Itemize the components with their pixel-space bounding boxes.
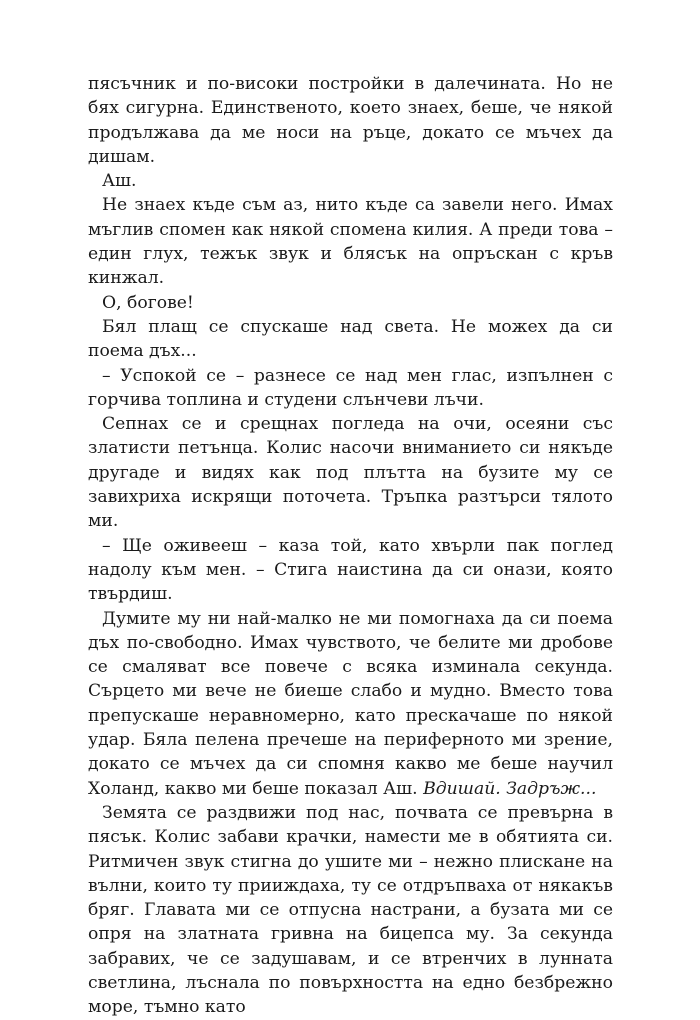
paragraph-6: – Успокой се – разнесе се над мен глас, изпълнен с горчива топлина и студени слънчеви лъчи. xyxy=(88,365,613,410)
paragraph-5: Бял плащ се спускаше над света. Не можех да си поема дъх... xyxy=(88,316,613,362)
book-page xyxy=(88,72,613,1020)
paragraph-8: – Ще оживееш – каза той, като хвърли пак поглед надолу към мен. – Стига наистина да си онази, която твърдиш. xyxy=(88,535,613,605)
paragraph-3: Не знаех къде съм аз, нито къде са завели него. Имах мъглив спомен как някой спомена килия. А преди това – един глух, тежък звук и блясък на опръскан с кръв кинжал. xyxy=(88,195,613,289)
paragraph-9-text: Думите му ни най-малко не ми помогнаха да си поема дъх по-свободно. Имах чувството, че белите ми дробове се смаляват все повече с всяка изминала секунда. Сърцето ми вече не биеше слабо и мудно. Вместо това препускаше неравномерно, като прескачаше по някой удар. Бяла пелена пречеше на периферното ми зрение, докато се мъчех да си спомня какво ме беше научил Холанд, какво ми беше показал Аш. xyxy=(88,608,613,799)
paragraph-2: Аш. xyxy=(102,171,137,192)
paragraph-7: Сепнах се и срещнах погледа на очи, осеяни със златисти петънца. Колис насочи вниманието си някъде другаде и видях как под плътта на бузите му се завихриха искрящи поточета. Тръпка разтърси тялото ми. xyxy=(88,414,613,532)
paragraph-4: О, богове! xyxy=(102,292,194,313)
paragraph-10: Земята се раздвижи под нас, почвата се превърна в пясък. Колис забави крачки, намести ме в обятията си. Ритмичен звук стигна до ушите ми – нежно плискане на вълни, които ту прииждаха, ту се отдръпваха от някакъв бряг. Главата ми се отпусна настрани, а бузата ми се опря на златната гривна на бицепса му. За секунда забравих, че се задушавам, и се втренчих в лунната светлина, лъснала по повърхността на едно безбрежно море, тъмно като xyxy=(88,802,613,1018)
paragraph-9-italic: Вдишай. Задръж... xyxy=(423,778,597,799)
paragraph-9 xyxy=(88,607,613,801)
paragraph-1: пясъчник и по-високи постройки в далечината. Но не бях сигурна. Единственото, което знаех, беше, че някой продължава да ме носи на ръце, докато се мъчех да дишам. xyxy=(88,74,613,167)
